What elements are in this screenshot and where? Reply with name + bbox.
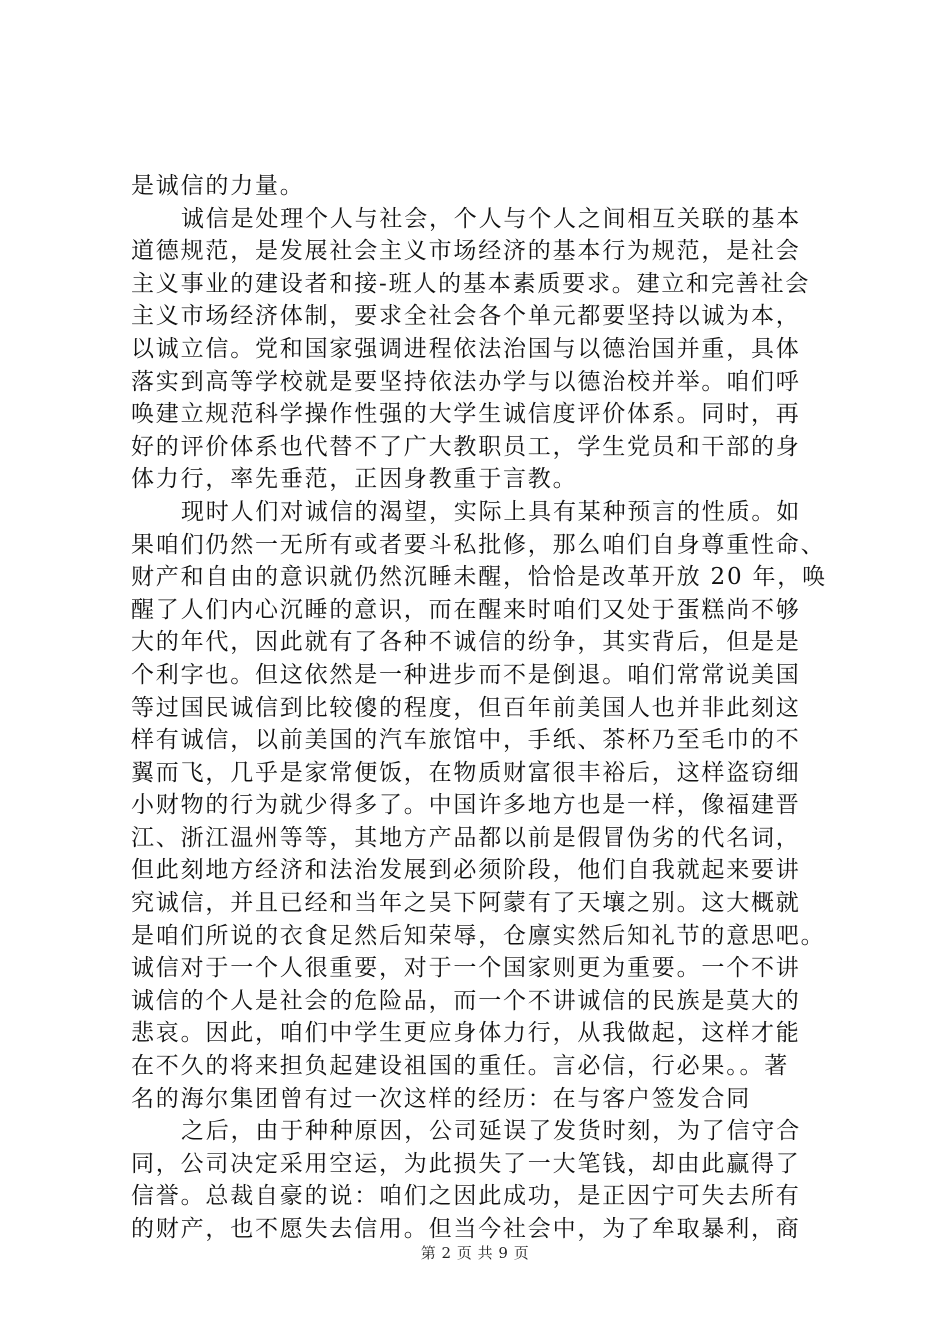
text-line: 翼而飞，几乎是家常便饭，在物质财富很丰裕后，这样盗窃细 (131, 759, 801, 786)
text-line: 现时人们对诚信的渴望，实际上具有某种预言的性质。如 (181, 498, 801, 525)
text-line: 但此刻地方经济和法治发展到必须阶段，他们自我就起来要讲 (131, 857, 801, 884)
text-line: 道德规范，是发展社会主义市场经济的基本行为规范，是社会 (131, 238, 801, 265)
text-line: 醒了人们内心沉睡的意识，而在醒来时咱们又处于蛋糕尚不够 (131, 596, 801, 623)
text-line: 名的海尔集团曾有过一次这样的经历：在与客户签发合同 (131, 1085, 751, 1112)
text-line: 诚信对于一个人很重要，对于一个国家则更为重要。一个不讲 (131, 955, 801, 982)
text-line: 落实到高等学校就是要坚持依法办学与以德治校并举。咱们呼 (131, 368, 801, 395)
text-line: 大的年代，因此就有了各种不诚信的纷争，其实背后，但是是 (131, 629, 801, 656)
text-line: 同，公司决定采用空运，为此损失了一大笔钱，却由此赢得了 (131, 1150, 801, 1177)
text-line: 悲哀。因此，咱们中学生更应身体力行，从我做起，这样才能 (131, 1020, 801, 1047)
text-line: 的财产，也不愿失去信用。但当今社会中，为了牟取暴利，商 (131, 1216, 801, 1242)
text-line: 样有诚信，以前美国的汽车旅馆中，手纸、茶杯乃至毛巾的不 (131, 727, 801, 754)
text-line: 果咱们仍然一无所有或者要斗私批修，那么咱们自身尊重性命、 (131, 531, 826, 558)
text-line: 体力行，率先垂范，正因身教重于言教。 (131, 466, 578, 493)
text-line: 究诚信，并且已经和当年之吴下阿蒙有了天壤之别。这大概就 (131, 890, 801, 917)
text-line: 主义市场经济体制，要求全社会各个单元都要坚持以诚为本， (131, 303, 801, 330)
text-line: 之后，由于种种原因，公司延误了发货时刻，为了信守合 (181, 1118, 801, 1145)
text-line: 好的评价体系也代替不了广大教职员工，学生党员和干部的身 (131, 433, 801, 460)
text-line: 唤建立规范科学操作性强的大学生诚信度评价体系。同时，再 (131, 401, 801, 428)
text-line: 财产和自由的意识就仍然沉睡未醒，恰恰是改革开放 20 年，唤 (131, 564, 827, 591)
text-line: 诚信的个人是社会的危险品，而一个不讲诚信的民族是莫大的 (131, 987, 801, 1014)
document-body (131, 170, 831, 1246)
text-line: 主义事业的建设者和接-班人的基本素质要求。建立和完善社会 (131, 270, 811, 297)
text-line: 以诚立信。党和国家强调进程依法治国与以德治国并重，具体 (131, 335, 801, 362)
text-line: 在不久的将来担负起建设祖国的重任。言必信，行必果。。著 (131, 1053, 790, 1080)
page-footer: 第 2 页 共 9 页 (420, 1244, 530, 1262)
text-line: 小财物的行为就少得多了。中国许多地方也是一样，像福建晋 (131, 792, 801, 819)
text-line: 是诚信的力量。 (131, 173, 305, 199)
text-line: 信誉。总裁自豪的说：咱们之因此成功，是正因宁可失去所有 (131, 1183, 801, 1210)
text-line: 是咱们所说的衣食足然后知荣辱，仓廪实然后知礼节的意思吧。 (131, 922, 826, 949)
text-line: 诚信是处理个人与社会，个人与个人之间相互关联的基本 (181, 205, 801, 232)
text-line: 等过国民诚信到比较傻的程度，但百年前美国人也并非此刻这 (131, 694, 801, 721)
text-line: 江、浙江温州等等，其地方产品都以前是假冒伪劣的代名词， (131, 824, 801, 851)
text-line: 个利字也。但这依然是一种进步而不是倒退。咱们常常说美国 (131, 661, 801, 688)
